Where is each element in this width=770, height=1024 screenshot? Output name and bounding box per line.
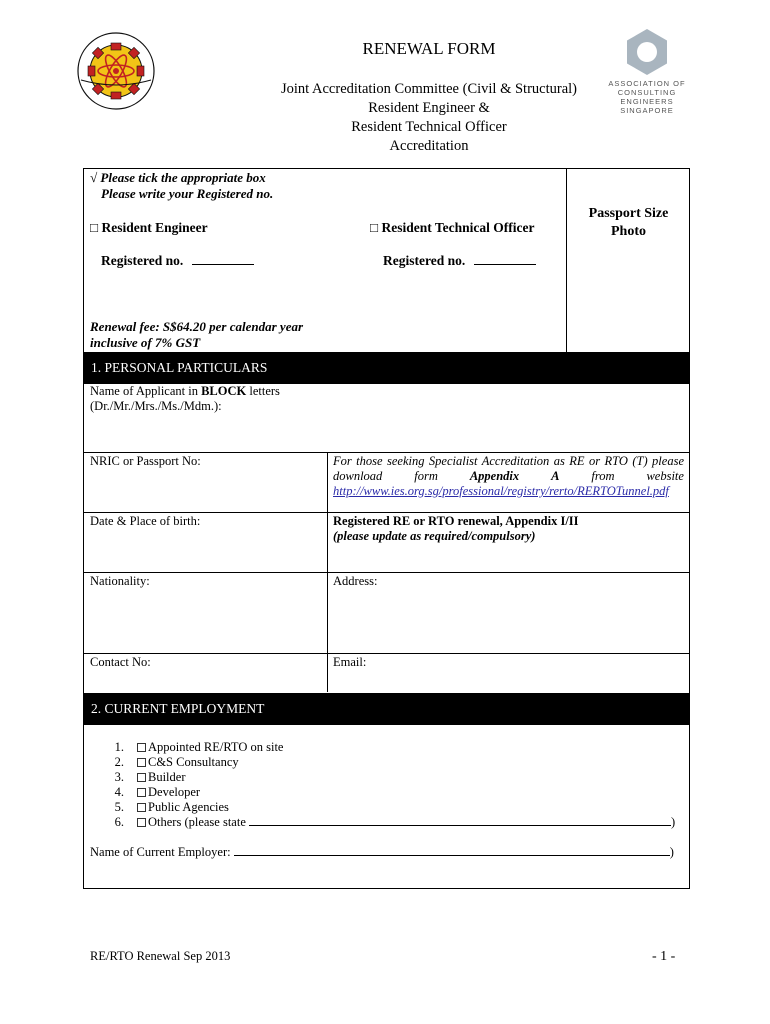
- row-divider: [84, 452, 689, 453]
- row-divider: [84, 512, 689, 513]
- item-label: [148, 815, 675, 830]
- word-appendix: Appendix: [469, 469, 520, 483]
- ace-logo-line-3: SINGAPORE: [620, 106, 674, 115]
- photo-label-line-2: Photo: [611, 224, 646, 239]
- form-subtitle: [0, 80, 770, 156]
- specialist-note: [333, 454, 684, 499]
- checkbox[interactable]: [137, 758, 146, 767]
- re-registered-no: [101, 253, 254, 269]
- renewal-fee-line-2: inclusive of 7% GST: [90, 335, 201, 350]
- word-website: website: [646, 469, 684, 483]
- item-label: Developer: [148, 785, 201, 799]
- section-current-employment-header: [84, 693, 689, 725]
- subtitle-line-3: Resident Technical Officer: [351, 119, 507, 135]
- current-employer-input[interactable]: [234, 855, 670, 856]
- re-registered-no-label: Registered no.: [101, 253, 184, 268]
- list-item[interactable]: [90, 800, 680, 815]
- subtitle-line-2: Resident Engineer &: [368, 100, 490, 116]
- renewal-fee: [90, 319, 303, 351]
- name-label-titles: (Dr./Mr./Mrs./Ms./Mdm.):: [90, 399, 222, 413]
- page-number: - 1 -: [652, 949, 676, 964]
- list-item[interactable]: [90, 740, 680, 755]
- checkbox[interactable]: [137, 743, 146, 752]
- item-label: Public Agencies: [148, 800, 229, 814]
- instructions: [90, 170, 273, 202]
- rto-registered-no: [383, 253, 536, 269]
- rto-registered-no-field[interactable]: [474, 264, 536, 265]
- checkbox[interactable]: [137, 818, 146, 827]
- item-number: 5.: [114, 800, 124, 814]
- section-1-title: 1. PERSONAL PARTICULARS: [91, 360, 268, 375]
- re-registered-no-field[interactable]: [192, 264, 254, 265]
- item-label: Appointed RE/RTO on site: [148, 740, 284, 754]
- renewal-appendix-note: [333, 514, 579, 544]
- applicant-name-field[interactable]: [90, 384, 280, 414]
- specialist-line-2: [333, 469, 684, 484]
- item-number: 4.: [114, 785, 124, 799]
- item-number: 3.: [114, 770, 124, 784]
- item-number: 1.: [114, 740, 124, 754]
- closing-paren: ): [669, 845, 674, 859]
- rto-checkbox[interactable]: □: [370, 220, 379, 235]
- ace-logo-line-1: ASSOCIATION OF: [608, 79, 686, 88]
- word-a: A: [551, 469, 560, 483]
- list-item[interactable]: [90, 770, 680, 785]
- contact-no-label[interactable]: Contact No:: [90, 655, 151, 669]
- list-item[interactable]: [90, 815, 680, 830]
- name-label-pre: Name of Applicant in: [90, 384, 202, 398]
- resident-engineer-label: Resident Engineer: [101, 220, 208, 235]
- specialist-line-1: For those seeking Specialist Accreditation as RE or RTO (T) please: [333, 454, 684, 468]
- ace-logo-line-2: CONSULTING ENGINEERS: [617, 88, 677, 106]
- list-item[interactable]: [90, 785, 680, 800]
- tick-instruction: √ Please tick the appropriate box: [90, 170, 266, 185]
- checkbox[interactable]: [137, 788, 146, 797]
- applicant-name-label: [90, 384, 280, 399]
- renewal-note-line-1: Registered RE or RTO renewal, Appendix I/II: [333, 514, 579, 528]
- word-from: from: [591, 469, 615, 483]
- option-resident-technical-officer[interactable]: [370, 220, 535, 236]
- photo-label-line-1: Passport Size: [588, 206, 669, 221]
- current-employer-label: Name of Current Employer:: [90, 845, 231, 859]
- item-number: 2.: [114, 755, 124, 769]
- others-label: Others (please state: [148, 815, 246, 829]
- renewal-note-line-2: (please update as required/compulsory): [333, 529, 536, 543]
- item-label: Builder: [148, 770, 186, 784]
- others-specify-field[interactable]: [249, 825, 671, 826]
- closing-paren: ): [671, 815, 676, 829]
- nationality-label[interactable]: Nationality:: [90, 574, 150, 588]
- rto-registered-no-label: Registered no.: [383, 253, 466, 268]
- list-item[interactable]: [90, 755, 680, 770]
- section-personal-particulars-header: [84, 352, 689, 384]
- appendix-a-link[interactable]: http://www.ies.org.sg/professional/registry/rerto/RERTOTunnel.pdf: [333, 484, 669, 498]
- employment-type-list: [90, 740, 680, 830]
- nric-label[interactable]: NRIC or Passport No:: [90, 454, 201, 468]
- resident-engineer-checkbox[interactable]: □: [90, 220, 99, 235]
- item-label: C&S Consultancy: [148, 755, 239, 769]
- form-title: RENEWAL FORM: [362, 39, 496, 58]
- renewal-fee-line-1: Renewal fee: S$64.20 per calendar year: [90, 319, 304, 334]
- name-label-post: letters: [246, 384, 280, 398]
- checkbox[interactable]: [137, 803, 146, 812]
- word-download: download: [333, 469, 383, 483]
- rto-label: Resident Technical Officer: [381, 220, 535, 235]
- email-label[interactable]: Email:: [333, 655, 367, 669]
- subtitle-line-4: Accreditation: [389, 138, 469, 154]
- checkbox[interactable]: [137, 773, 146, 782]
- row-divider: [84, 653, 689, 654]
- dob-place-label[interactable]: Date & Place of birth:: [90, 514, 201, 528]
- row-divider: [84, 572, 689, 573]
- subtitle-line-1: Joint Accreditation Committee (Civil & Structural): [281, 81, 577, 97]
- option-resident-engineer[interactable]: [90, 220, 208, 236]
- item-number: 6.: [114, 815, 124, 829]
- address-label[interactable]: Address:: [333, 574, 378, 588]
- write-instruction: Please write your Registered no.: [101, 186, 274, 201]
- section-2-title: 2. CURRENT EMPLOYMENT: [91, 701, 265, 716]
- name-label-bold: BLOCK: [201, 384, 247, 398]
- photo-divider: [566, 168, 567, 352]
- word-form: form: [414, 469, 438, 483]
- passport-photo-box[interactable]: [567, 205, 690, 241]
- footer-document-id: RE/RTO Renewal Sep 2013: [90, 949, 231, 963]
- current-employer-field[interactable]: [90, 845, 674, 860]
